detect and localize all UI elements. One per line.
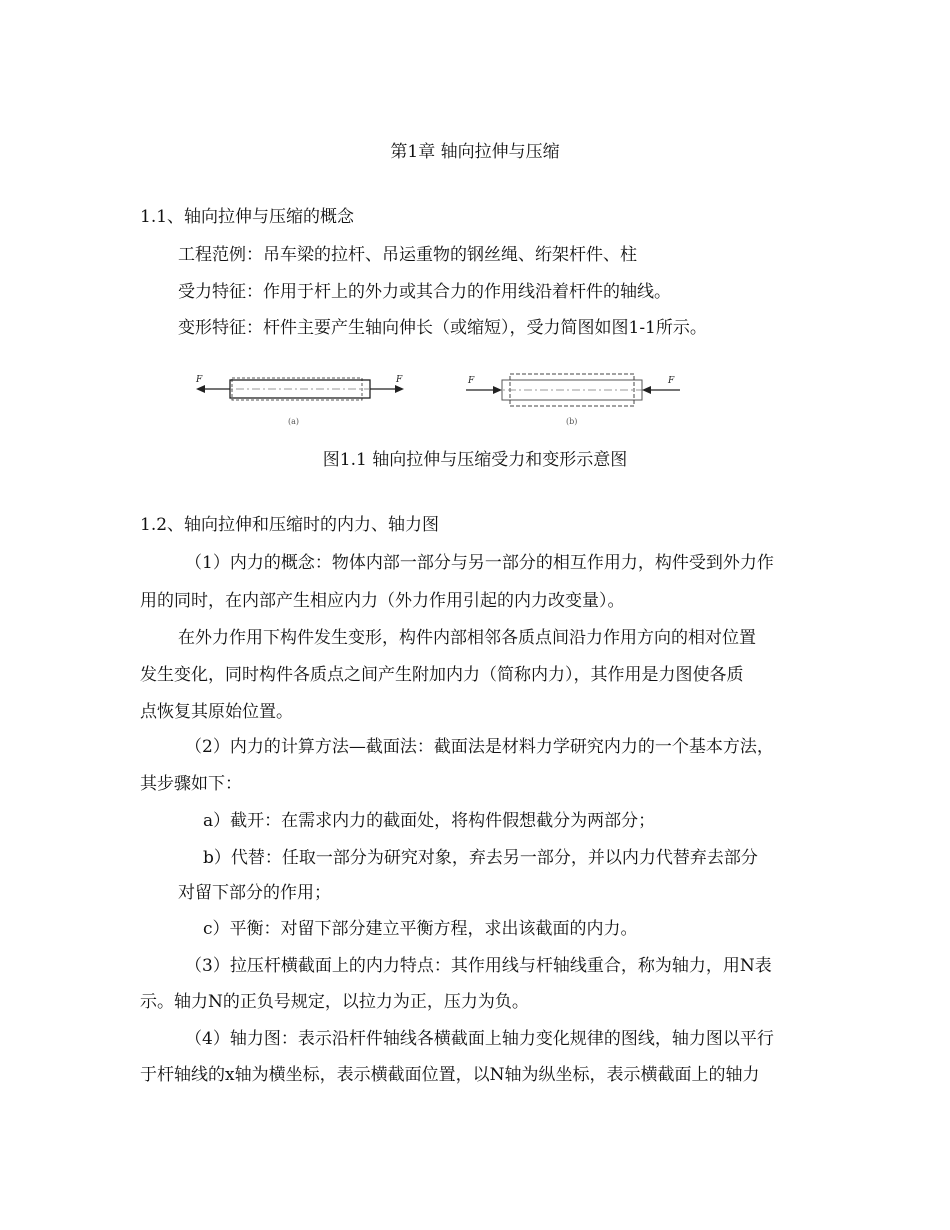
- sec1-force-feature: 受力特征：作用于杆上的外力或其合力的作用线沿着杆件的轴线。: [178, 282, 671, 302]
- section-1-heading: 1.1、轴向拉伸与压缩的概念: [140, 207, 355, 227]
- sec1-examples: 工程范例：吊车梁的拉杆、吊运重物的钢丝绳、绗架杆件、柱: [178, 245, 637, 265]
- sec1-deformation-feature: 变形特征：杆件主要产生轴向伸长（或缩短），受力简图如图1-1所示。: [178, 318, 707, 338]
- force-label: F: [196, 375, 203, 385]
- force-label: F: [468, 376, 475, 386]
- para-1-line-2: 用的同时，在内部产生相应内力（外力作用引起的内力改变量）。: [140, 591, 625, 611]
- para-5-line-1: （4）轴力图：表示沿杆件轴线各横截面上轴力变化规律的图线，轴力图以平行: [185, 1029, 774, 1049]
- para-4-line-2: 示。轴力N的正负号规定，以拉力为正，压力为负。: [140, 992, 529, 1012]
- para-4-line-1: （3）拉压杆横截面上的内力特点：其作用线与杆轴线重合，称为轴力，用N表: [185, 956, 772, 976]
- para-2-line-1: 在外力作用下构件发生变形，构件内部相邻各质点间沿力作用方向的相对位置: [178, 628, 756, 648]
- figure-caption: 图1.1 轴向拉伸与压缩受力和变形示意图: [322, 450, 628, 470]
- para-3-line-2: 其步骤如下：: [140, 774, 242, 794]
- force-label: F: [668, 376, 675, 386]
- subfigure-label-a: (a): [288, 417, 300, 426]
- step-a: a）截开：在需求内力的截面处，将构件假想截分为两部分；: [203, 811, 656, 831]
- figure-a-tension: [190, 364, 415, 430]
- figure-b-compression: [462, 364, 687, 430]
- step-b-line-1: b）代替：任取一部分为研究对象，弃去另一部分，并以内力代替弃去部分: [203, 848, 758, 868]
- step-c: c）平衡：对留下部分建立平衡方程，求出该截面的内力。: [203, 919, 638, 939]
- step-b-line-2: 对留下部分的作用；: [178, 883, 331, 903]
- subfigure-label-b: (b): [566, 417, 578, 426]
- para-5-line-2: 于杆轴线的x轴为横坐标，表示横截面位置，以N轴为纵坐标，表示横截面上的轴力: [140, 1065, 760, 1085]
- para-3-line-1: （2）内力的计算方法—截面法：截面法是材料力学研究内力的一个基本方法，: [185, 737, 774, 757]
- section-2-heading: 1.2、轴向拉伸和压缩时的内力、轴力图: [140, 515, 440, 535]
- chapter-title: 第1章 轴向拉伸与压缩: [390, 142, 560, 162]
- para-1-line-1: （1）内力的概念：物体内部一部分与另一部分的相互作用力，构件受到外力作: [185, 553, 774, 573]
- para-2-line-2: 发生变化，同时构件各质点之间产生附加内力（简称内力），其作用是力图使各质: [140, 665, 744, 685]
- para-2-line-3: 点恢复其原始位置。: [140, 702, 293, 722]
- force-label: F: [396, 375, 403, 385]
